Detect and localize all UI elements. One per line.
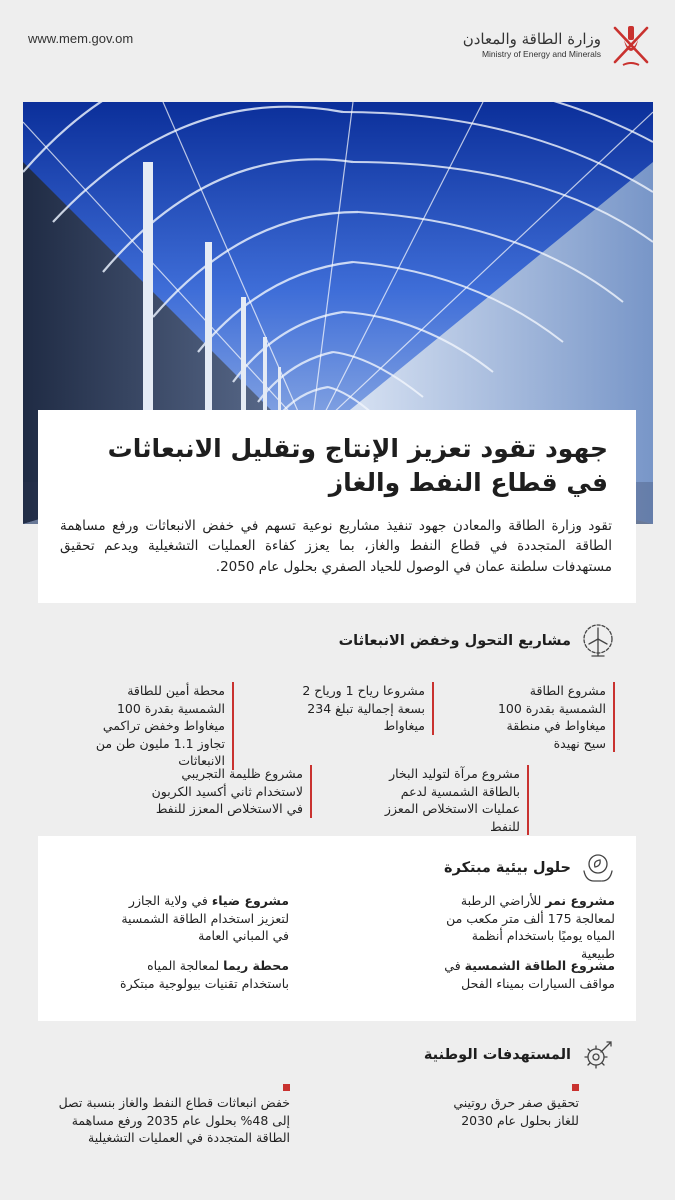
innovative-item-nimr-desc: للأراضي الرطبة لمعالجة 175 ألف متر مكعب من المياه يوميًا باستخدام أنظمة طبيعية bbox=[446, 893, 615, 961]
oman-emblem-icon bbox=[609, 20, 653, 70]
transition-item-3: محطة أمين للطاقة الشمسية بقدرة 100 ميغاواط وخفض تراكمي تجاوز 1.1 مليون طن من الانبعاثات bbox=[79, 682, 234, 770]
innovative-item-solar-parking bbox=[440, 957, 615, 992]
innovative-item-nimr-name: مشروع نمر bbox=[545, 893, 615, 908]
ministry-logo bbox=[463, 20, 653, 70]
innovative-section-header bbox=[444, 851, 615, 885]
wind-turbine-icon bbox=[581, 624, 615, 658]
title-card bbox=[38, 410, 636, 603]
innovative-item-rima-desc: لمعالجة المياه باستخدام تقنيات بيولوجية مبتكرة bbox=[120, 958, 289, 991]
innovative-section-title: حلول بيئية مبتكرة bbox=[444, 860, 571, 876]
innovative-item-nimr bbox=[440, 892, 615, 962]
transition-section-title: مشاريع التحول وخفض الانبعاثات bbox=[338, 633, 571, 649]
eco-hands-icon bbox=[581, 851, 615, 885]
intro-paragraph: تقود وزارة الطاقة والمعادن جهود تنفيذ مشاريع نوعية تسهم في خفض الانبعاثات ورفع مساهمة الطاقة المتجددة في قطاع النفط والغاز، بما يعزز كفاءة العمليات التشغيلية ويدعم تحقيق مستهدفات سلطنة عمان في الوصول للحياد الصفري بحلول عام 2050. bbox=[60, 517, 612, 576]
transition-item-2: مشروعا رياح 1 ورياح 2 بسعة إجمالية تبلغ 234 ميغاواط bbox=[284, 682, 434, 735]
target-item-1-text: تحقيق صفر حرق روتيني للغاز بحلول عام 2030 bbox=[453, 1095, 579, 1128]
target-item-2 bbox=[55, 1084, 290, 1147]
innovative-item-rima bbox=[114, 957, 289, 992]
website-url[interactable]: www.mem.gov.om bbox=[28, 31, 134, 46]
targets-section-header bbox=[424, 1038, 615, 1072]
page-title-line-1: جهود تقود تعزيز الإنتاج وتقليل الانبعاثات bbox=[107, 434, 608, 463]
transition-item-4: مشروع مرآة لتوليد البخار بالطاقة الشمسية لدعم عمليات الاستخلاص المعزز للنفط bbox=[359, 765, 529, 835]
page-title-line-2: في قطاع النفط والغاز bbox=[328, 467, 608, 497]
ministry-name-en: Ministry of Energy and Minerals bbox=[481, 48, 601, 59]
innovative-item-rima-name: محطة ريما bbox=[223, 958, 289, 973]
transition-item-5: مشروع ظليمة التجريبي لاستخدام ثاني أكسيد الكربون في الاستخلاص المعزز للنفط bbox=[142, 765, 312, 818]
innovative-item-diyaa-name: مشروع ضياء bbox=[211, 893, 289, 908]
target-item-1 bbox=[434, 1084, 579, 1129]
innovative-item-diyaa-desc: في ولاية الجازر لتعزيز استخدام الطاقة الشمسية في المباني العامة bbox=[121, 893, 289, 943]
page-title bbox=[60, 432, 612, 500]
transition-item-1: مشروع الطاقة الشمسية بقدرة 100 ميغاواط في منطقة سيح نهيدة bbox=[485, 682, 615, 752]
gear-target-icon bbox=[581, 1038, 615, 1072]
innovative-item-diyaa bbox=[114, 892, 289, 945]
target-item-2-text: خفض انبعاثات قطاع النفط والغاز بنسبة تصل إلى 48% بحلول عام 2035 ورفع مساهمة الطاقة المتجددة في العمليات التشغيلية bbox=[58, 1095, 290, 1145]
innovative-item-solar-parking-name: مشروع الطاقة الشمسية bbox=[464, 958, 615, 973]
ministry-name-ar: وزارة الطاقة والمعادن bbox=[462, 30, 601, 49]
targets-section-title: المستهدفات الوطنية bbox=[423, 1047, 571, 1063]
transition-section-header bbox=[339, 624, 615, 658]
innovative-item-solar-parking-desc: في مواقف السيارات بميناء الفحل bbox=[444, 958, 615, 991]
target-bullet bbox=[572, 1084, 579, 1091]
target-bullet bbox=[283, 1084, 290, 1091]
